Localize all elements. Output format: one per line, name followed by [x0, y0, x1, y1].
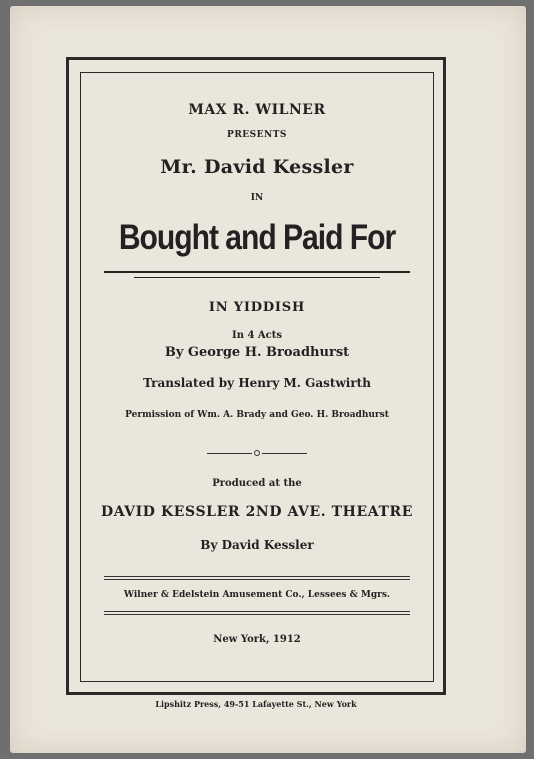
double-rule-bottom-b — [104, 614, 410, 615]
lessees-line: Wilner & Edelstein Amusement Co., Lessees & Mgrs. — [123, 590, 391, 600]
permission-line: Permission of Wm. A. Brady and Geo. H. Broadhurst — [125, 410, 389, 420]
author-line: By George H. Broadhurst — [164, 345, 350, 360]
star-name: Mr. David Kessler — [160, 156, 354, 178]
translator-line: Translated by Henry M. Gastwirth — [143, 376, 371, 390]
acts-line: In 4 Acts — [232, 330, 282, 341]
ornament-bar-left — [207, 453, 252, 454]
language-line: IN YIDDISH — [208, 300, 306, 315]
printer-credit: Lipshitz Press, 49-51 Lafayette St., New York — [155, 699, 357, 709]
in-label: IN — [250, 193, 264, 203]
title-rule-thin — [134, 277, 380, 278]
ornament-circle-icon — [254, 450, 260, 456]
ornament-bar-right — [262, 453, 307, 454]
produced-line: Produced at the — [212, 478, 302, 489]
double-rule-bottom-a — [104, 611, 410, 612]
double-rule-top-a — [104, 576, 410, 577]
theatre-name: DAVID KESSLER 2ND AVE. THEATRE — [101, 504, 413, 520]
play-title: Bought and Paid For — [118, 218, 396, 257]
title-rule-thick — [104, 271, 410, 273]
ornament-divider — [207, 450, 307, 458]
place-date-line: New York, 1912 — [213, 634, 301, 645]
producer-line: By David Kessler — [200, 538, 314, 552]
presenter-name: MAX R. WILNER — [188, 102, 326, 118]
presents-label: PRESENTS — [227, 130, 287, 140]
double-rule-top-b — [104, 579, 410, 580]
